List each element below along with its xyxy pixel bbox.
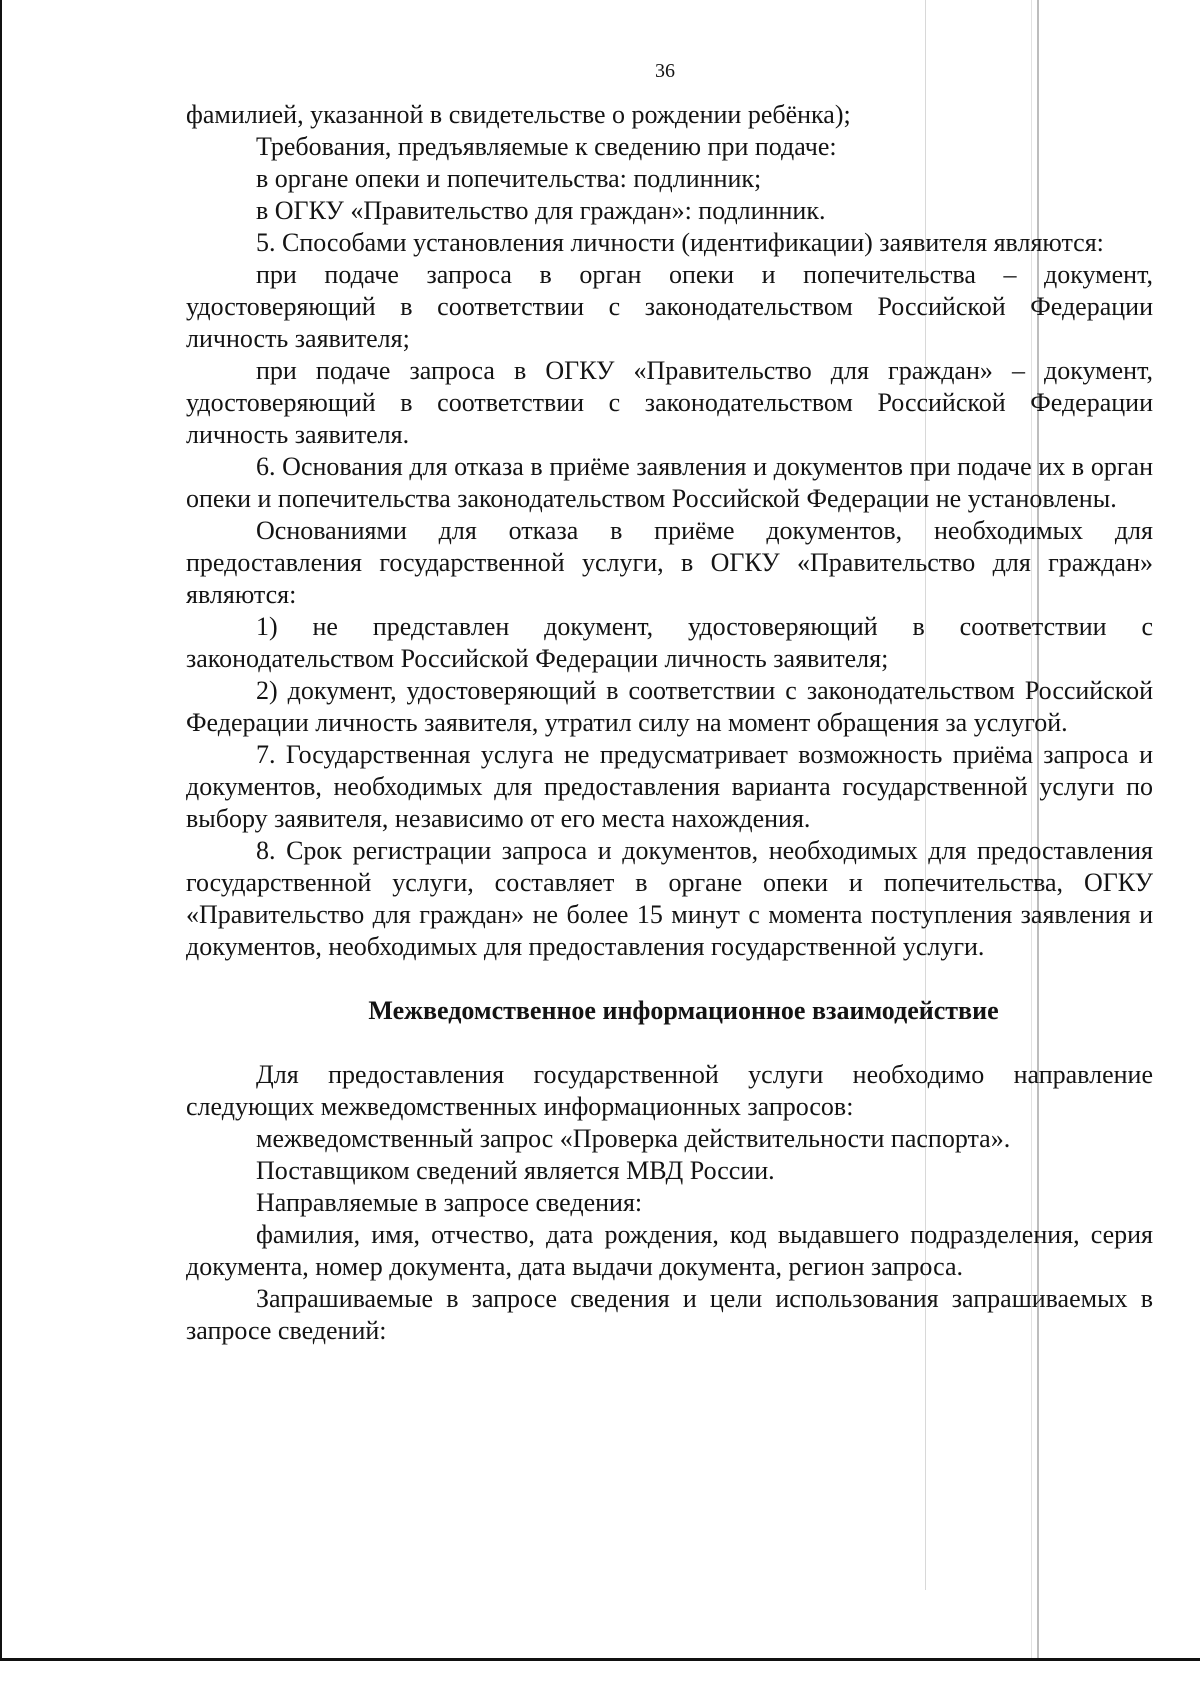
paragraph: Для предоставления государственной услуги необходимо направление следующих межведомственных информационных запросов:: [186, 1060, 1153, 1121]
paragraph: Поставщиком сведений является МВД России.: [256, 1156, 775, 1185]
page-number: 36: [655, 60, 675, 82]
paragraph: фамилией, указанной в свидетельстве о рождении ребёнка);: [186, 100, 851, 129]
paragraph: фамилия, имя, отчество, дата рождения, код выдавшего подразделения, серия документа, номер документа, дата выдачи документа, регион запроса.: [186, 1220, 1153, 1281]
paragraph: Запрашиваемые в запросе сведения и цели использования запрашиваемых в запросе сведений:: [186, 1284, 1153, 1345]
paragraph: 5. Способами установления личности (идентификации) заявителя являются:: [256, 228, 1104, 257]
paragraph: Требования, предъявляемые к сведению при подаче:: [256, 132, 837, 161]
paragraph: 8. Срок регистрации запроса и документов, необходимых для предоставления государственной услуги, составляет в органе опеки и попечительства, ОГКУ «Правительство для граждан» не более 15 минут с момента поступления заявления и документов, необходимых для предоставления государственной услуги.: [186, 836, 1153, 961]
paragraph: при подаче запроса в орган опеки и попечительства – документ, удостоверяющий в соответствии с законодательством Российской Федерации личность заявителя;: [186, 260, 1153, 353]
paragraph: 7. Государственная услуга не предусматривает возможность приёма запроса и документов, необходимых для предоставления варианта государственной услуги по выбору заявителя, независимо от его места нахождения.: [186, 740, 1153, 833]
scan-left-edge: [0, 0, 2, 1660]
paragraph: 2) документ, удостоверяющий в соответствии с законодательством Российской Федерации личность заявителя, утратил силу на момент обращения за услугой.: [186, 676, 1153, 737]
paragraph: в органе опеки и попечительства: подлинник;: [256, 164, 762, 193]
scan-bottom-edge: [0, 1658, 1200, 1661]
paragraph: Основаниями для отказа в приёме документов, необходимых для предоставления государственной услуги, в ОГКУ «Правительство для граждан» являются:: [186, 516, 1153, 609]
paragraph: Направляемые в запросе сведения:: [256, 1188, 643, 1217]
paragraph: при подаче запроса в ОГКУ «Правительство для граждан» – документ, удостоверяющий в соответствии с законодательством Российской Федерации личность заявителя.: [186, 356, 1153, 449]
paragraph: в ОГКУ «Правительство для граждан»: подлинник.: [256, 196, 826, 225]
paragraph: 6. Основания для отказа в приёме заявления и документов при подаче их в орган опеки и попечительства законодательством Российской Федерации не установлены.: [186, 452, 1153, 513]
document-body: [186, 99, 1153, 1347]
paragraph: 1) не представлен документ, удостоверяющий в соответствии с законодательством Российской Федерации личность заявителя;: [186, 612, 1153, 673]
paragraph: межведомственный запрос «Проверка действительности паспорта».: [256, 1124, 1011, 1153]
section-heading: Межведомственное информационное взаимодействие: [368, 996, 999, 1025]
